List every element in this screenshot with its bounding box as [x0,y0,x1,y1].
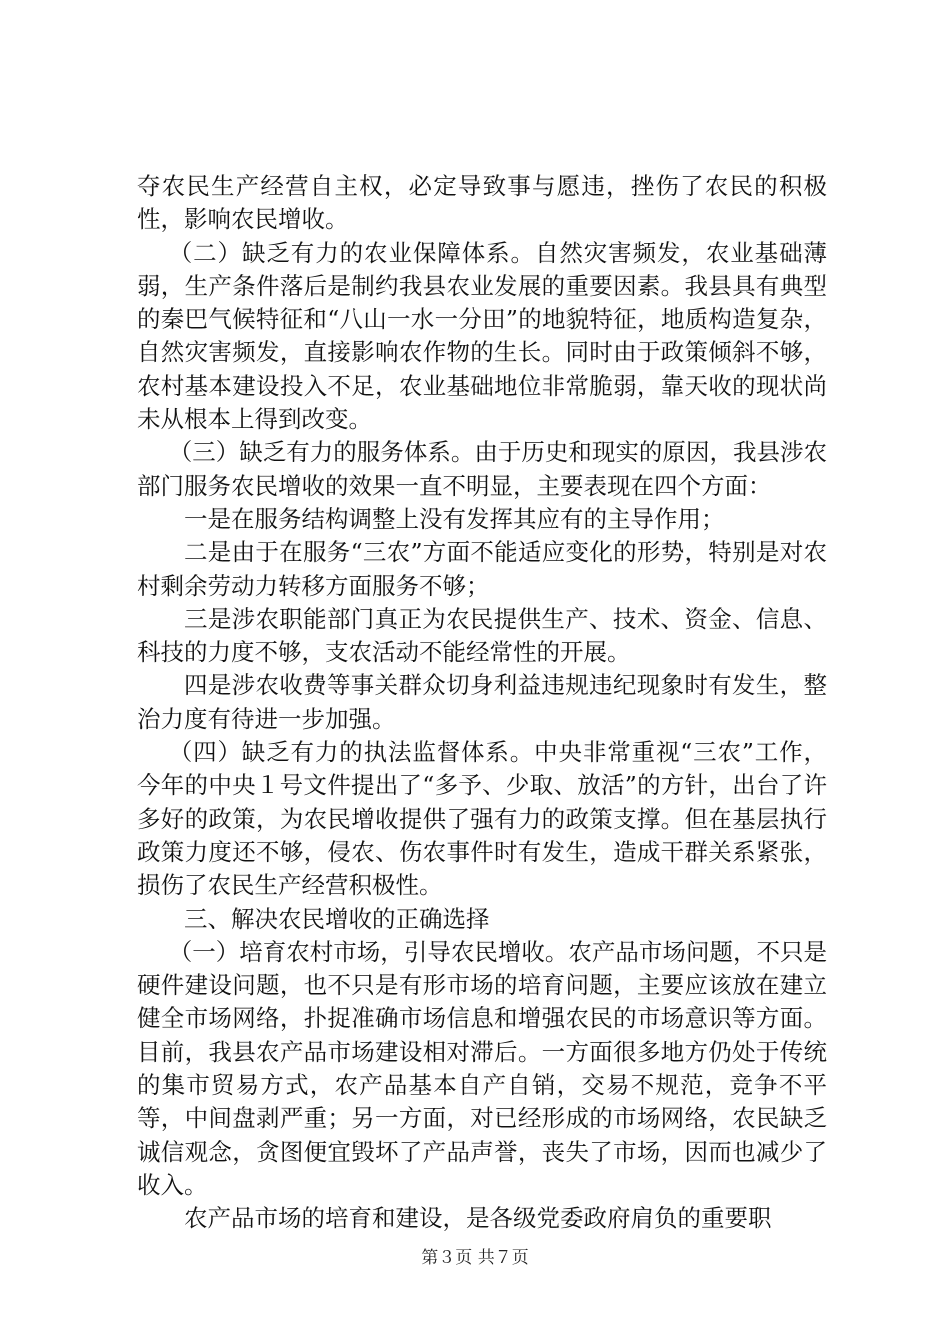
paragraph-point-3: 三是涉农职能部门真正为农民提供生产、技术、资金、信息、科技的力度不够，支农活动不能经常性的开展。 [137,604,827,667]
paragraph-section-2-3: （三）缺乏有力的服务体系。由于历史和现实的原因，我县涉农部门服务农民增收的效果一直不明显，主要表现在四个方面： [137,438,827,500]
paragraph-section-3-1: （一）培育农村市场，引导农民增收。农产品市场问题，不只是硬件建设问题，也不只是有形市场的培育问题，主要应该放在建立健全市场网络，扑捉准确市场信息和增强农民的市场意识等方面。目前，我县农产品市场建设相对滞后。一方面很多地方仍处于传统的集市贸易方式，农产品基本自产自销，交易不规范，竞争不平等，中间盘剥严重；另一方面，对已经形成的市场网络，农民缺乏诚信观念，贪图便宜毁坏了产品声誉，丧失了市场，因而也减少了收入。 [137,937,827,1199]
section-heading-3: 三、解决农民增收的正确选择 [184,904,490,933]
paragraph-section-2-2: （二）缺乏有力的农业保障体系。自然灾害频发，农业基础薄弱，生产条件落后是制约我县农业发展的重要因素。我县具有典型的秦巴气候特征和“八山一水一分田”的地貌特征，地质构造复杂，自然灾害频发，直接影响农作物的生长。同时由于政策倾斜不够，农村基本建设投入不足，农业基础地位非常脆弱，靠天收的现状尚未从根本上得到改变。 [137,238,827,434]
paragraph-point-1: 一是在服务结构调整上没有发挥其应有的主导作用； [184,504,725,533]
paragraph: 农产品市场的培育和建设，是各级党委政府肩负的重要职 [184,1204,772,1233]
paragraph: 夺农民生产经营自主权，必定导致事与愿违，挫伤了农民的积极性，影响农民增收。 [137,172,827,234]
paragraph-point-2: 二是由于在服务“三农”方面不能适应变化的形势，特别是对农村剩余劳动力转移方面服务不够； [137,538,827,600]
document-body [137,170,827,1236]
page-number-footer: 第３页 共７页 [421,1248,529,1268]
paragraph-point-4: 四是涉农收费等事关群众切身利益违规违纪现象时有发生，整治力度有待进一步加强。 [137,671,827,733]
paragraph-section-2-4: （四）缺乏有力的执法监督体系。中央非常重视“三农”工作，今年的中央１号文件提出了“多予、少取、放活”的方针，出台了许多好的政策，为农民增收提供了强有力的政策支撑。但在基层执行政策力度还不够，侵农、伤农事件时有发生，造成干群关系紧张，损伤了农民生产经营积极性。 [137,738,827,900]
